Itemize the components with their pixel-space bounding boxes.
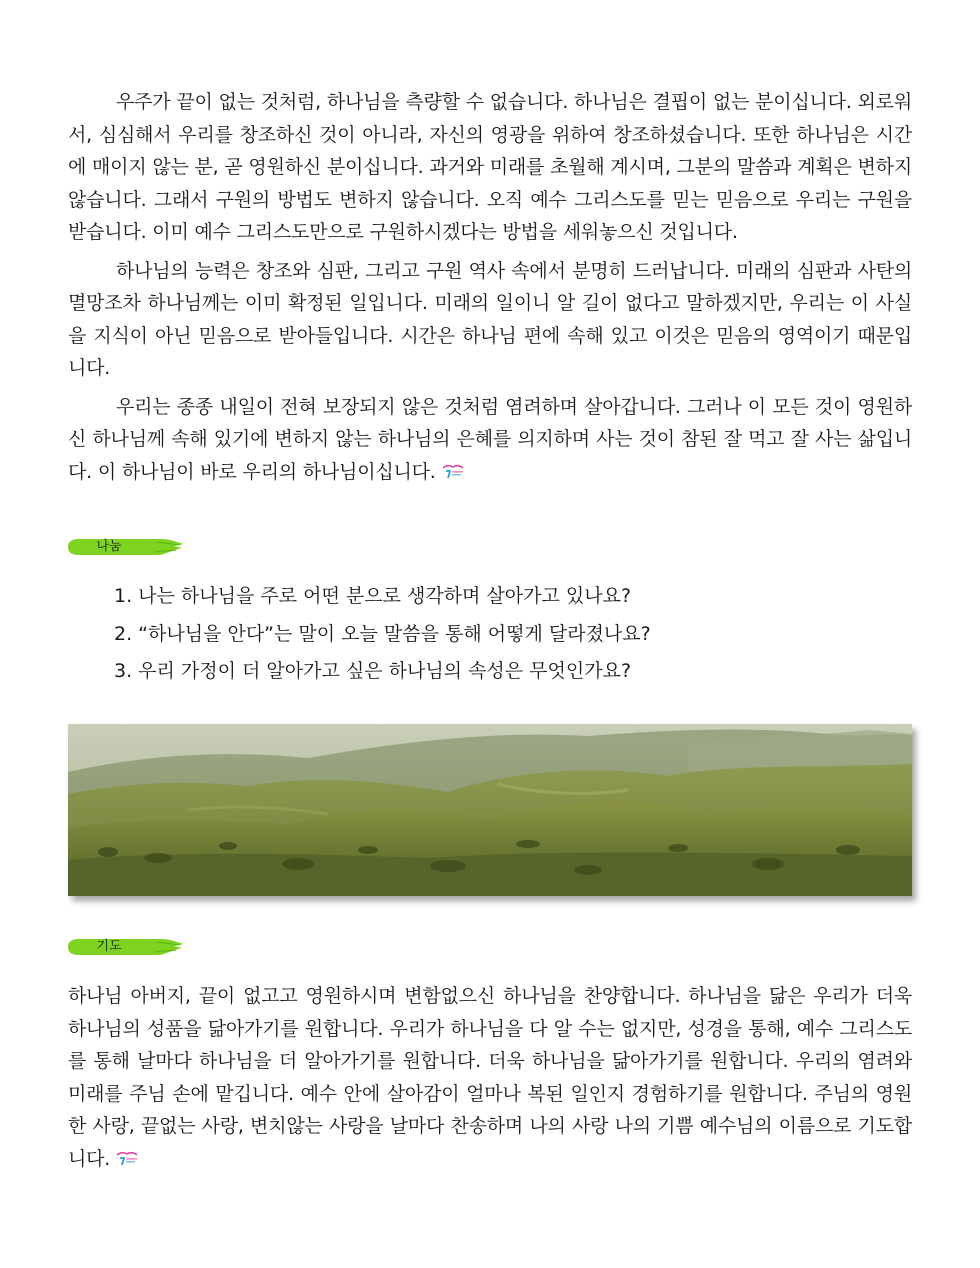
article-paragraph-2: 하나님의 능력은 창조와 심판, 그리고 구원 역사 속에서 분명히 드러납니다. 미래의 심판과 사탄의 멸망조차 하나님께는 이미 확정된 일입니다. 미래의 일이니 알 길이 없다고 말하겠지만, 우리는 이 사실을 지식이 아닌 믿음으로 받아들입니다. 시간은 하나님 편에 속해 있고 이것은 믿음의 영역이기 때문입니다. bbox=[68, 259, 912, 379]
article-paragraph-3 bbox=[68, 391, 912, 489]
article-body bbox=[68, 86, 912, 494]
prayer-paragraph bbox=[68, 980, 912, 1175]
prayer-section-tag bbox=[66, 936, 186, 958]
prayer-text: 하나님 아버지, 끝이 없고고 영원하시며 변함없으신 하나님을 찬양합니다. 하나님을 닮은 우리가 더욱 하나님의 성품을 닮아가기를 원합니다. 우리가 하나님을 다 알 수는 없지만, 성경을 통해, 예수 그리스도를 통해 날마다 하나님을 더 알아가기를 원합니다. 더욱 하나님을 닮아가기를 원합니다. 우리의 염려와 미래를 주님 손에 맡깁니다. 예수 안에 살아감이 얼마나 복된 일인지 경험하기를 원합니다. 주님의 영원한 사랑, 끝없는 사랑, 변치않는 사랑을 날마다 찬송하며 나의 사랑 나의 기쁨 예수님의 이름으로 기도합니다. bbox=[68, 985, 912, 1170]
landscape-photo bbox=[68, 724, 912, 896]
share-questions bbox=[114, 578, 874, 691]
ministry-logo-icon bbox=[440, 462, 466, 480]
share-section-tag bbox=[66, 536, 186, 558]
article-paragraph-3-text: 우리는 종종 내일이 전혀 보장되지 않은 것처럼 염려하며 살아갑니다. 그러나 이 모든 것이 영원하신 하나님께 속해 있기에 변하지 않는 하나님의 은혜를 의지하며 사는 것이 참된 잘 먹고 잘 사는 삶입니다. 이 하나님이 바로 우리의 하나님이십니다. bbox=[68, 395, 912, 483]
question-item: 3. 우리 가정이 더 알아가고 싶은 하나님의 속성은 무엇인가요? bbox=[114, 660, 632, 682]
prayer-tag-label: 기도 bbox=[96, 939, 122, 954]
question-item: 1. 나는 하나님을 주로 어떤 분으로 생각하며 살아가고 있나요? bbox=[114, 585, 632, 607]
prayer-body bbox=[68, 980, 912, 1181]
question-item: 2. “하나님을 안다”는 말이 오늘 말씀을 통해 어떻게 달라졌나요? bbox=[114, 622, 651, 645]
share-tag-label: 나눔 bbox=[96, 539, 122, 554]
ministry-logo-icon bbox=[114, 1149, 140, 1167]
article-paragraph-1: 우주가 끝이 없는 것처럼, 하나님을 측량할 수 없습니다. 하나님은 결핍이 없는 분이십니다. 외로워서, 심심해서 우리를 창조하신 것이 아니라, 자신의 영광을 위하여 창조하셨습니다. 또한 하나님은 시간에 매이지 않는 분, 곧 영원하신 분이십니다. 과거와 미래를 초월해 계시며, 그분의 말씀과 계획은 변하지 않습니다. 그래서 구원의 방법도 변하지 않습니다. 오직 예수 그리스도를 믿는 믿음으로 우리는 구원을 받습니다. 이미 예수 그리스도만으로 구원하시겠다는 방법을 세워놓으신 것입니다. bbox=[68, 91, 912, 243]
